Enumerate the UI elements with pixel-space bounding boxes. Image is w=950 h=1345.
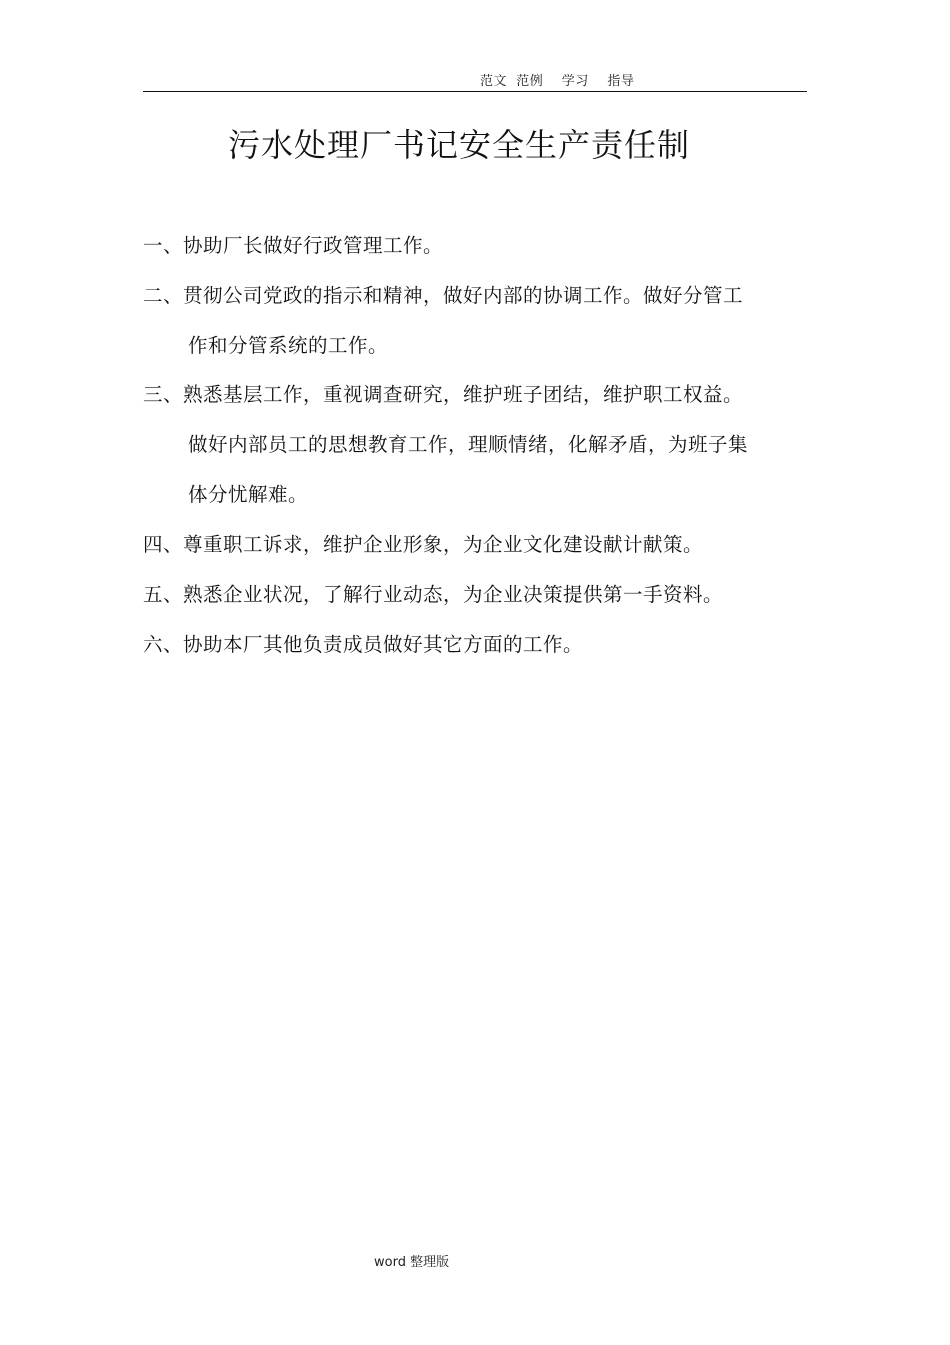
list-item-1: 一、协助厂长做好行政管理工作。 xyxy=(143,234,444,257)
header-divider xyxy=(143,91,807,92)
page-header-text: 范文 范例 学习 指导 xyxy=(480,74,635,89)
page-footer-text: word 整理版 xyxy=(374,1255,450,1270)
list-item-3-continuation-1: 做好内部员工的思想教育工作，理顺情绪，化解矛盾，为班子集 xyxy=(188,433,749,456)
list-item-3-continuation-2: 体分忧解难。 xyxy=(188,483,309,506)
list-item-6: 六、协助本厂其他负责成员做好其它方面的工作。 xyxy=(143,633,584,656)
list-item-2: 二、贯彻公司党政的指示和精神，做好内部的协调工作。做好分管工 xyxy=(143,284,744,307)
list-item-3: 三、熟悉基层工作，重视调查研究，维护班子团结，维护职工权益。 xyxy=(143,383,744,406)
list-item-2-continuation: 作和分管系统的工作。 xyxy=(188,334,389,357)
list-item-4: 四、尊重职工诉求，维护企业形象，为企业文化建设献计献策。 xyxy=(143,533,704,556)
document-title: 污水处理厂书记安全生产责任制 xyxy=(228,126,691,164)
list-item-5: 五、熟悉企业状况，了解行业动态，为企业决策提供第一手资料。 xyxy=(143,583,724,606)
